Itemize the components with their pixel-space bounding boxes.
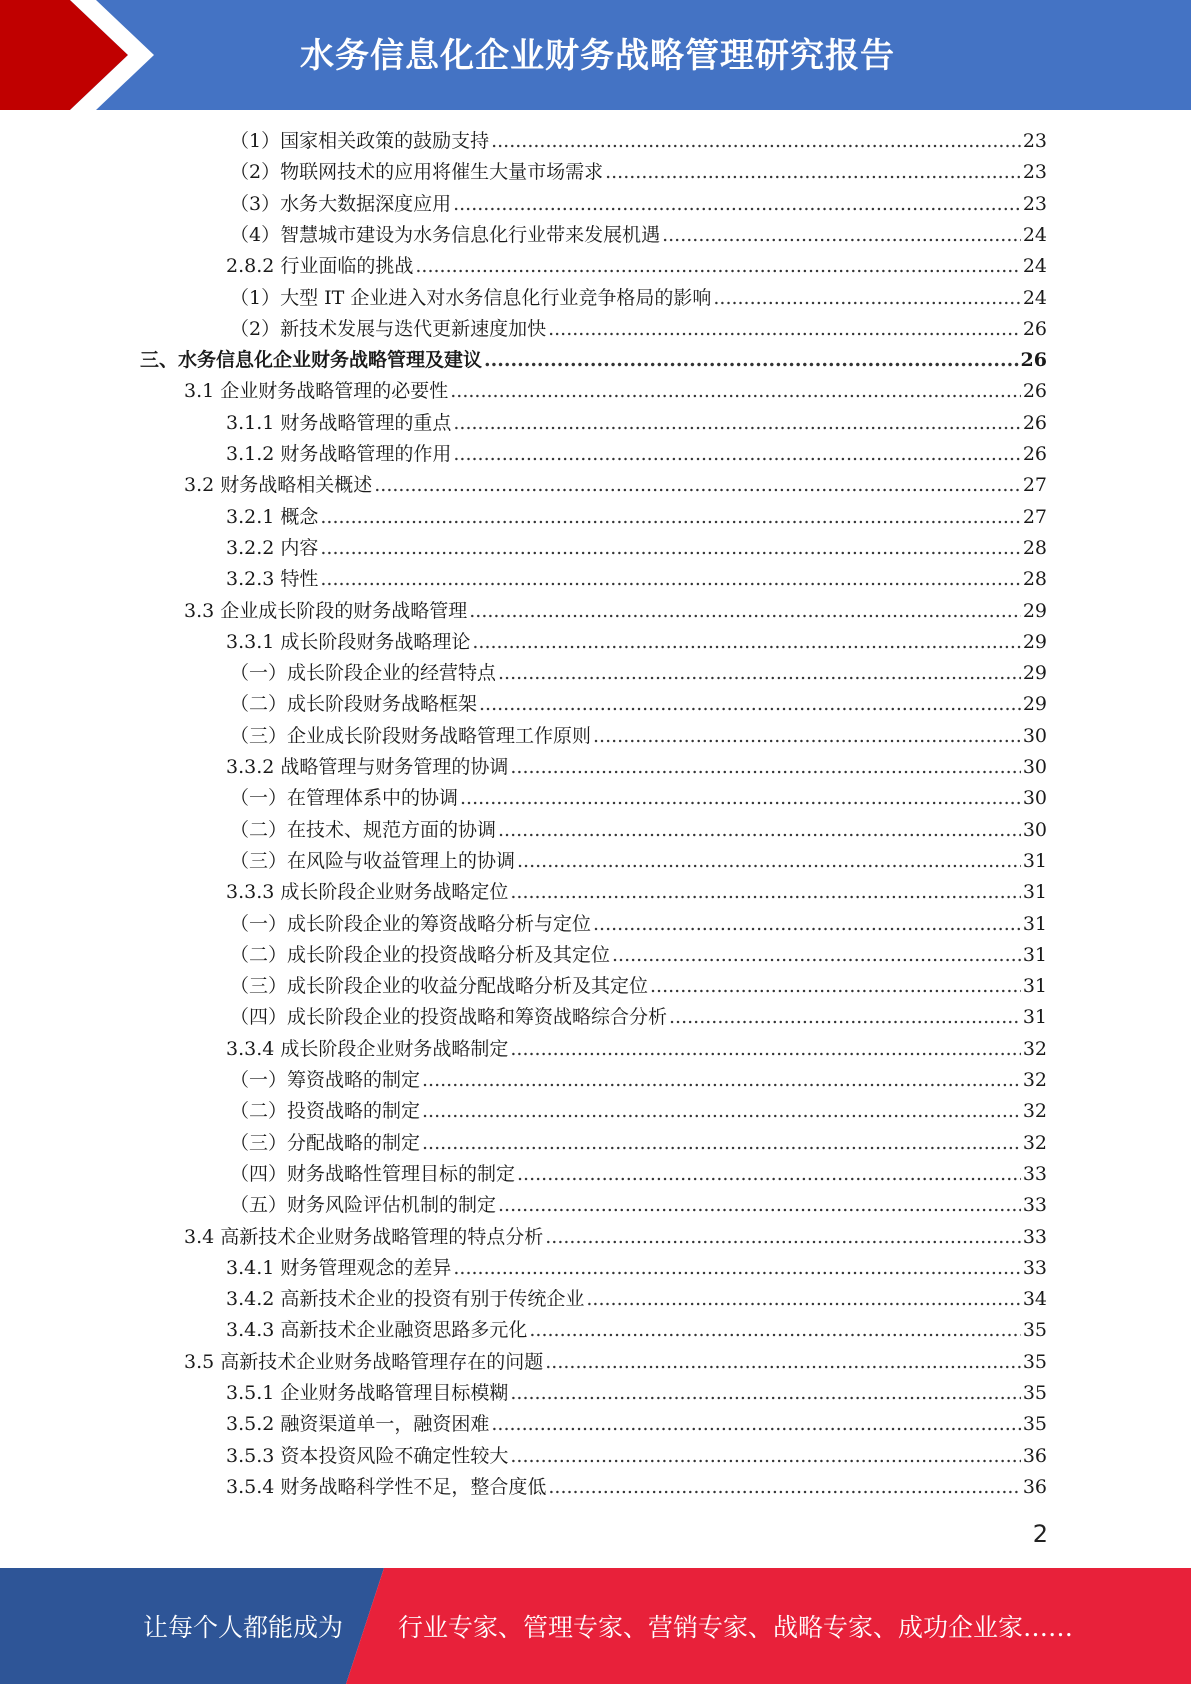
toc-entry[interactable] [230,158,1047,186]
toc-entry-label: 3.5 高新技术企业财务战略管理存在的问题 [184,1350,544,1373]
toc-leader-dots [498,1191,1021,1219]
toc-entry-label: （3）水务大数据深度应用 [230,192,452,215]
toc-entry-page: 30 [1022,756,1047,778]
page-footer [0,1568,1191,1684]
toc-entry-label: 3.4.1 财务管理观念的差异 [226,1256,452,1279]
toc-entry-label: 三、水务信息化企业财务战略管理及建议 [140,349,483,372]
toc-entry-page: 26 [1022,443,1047,465]
toc-entry[interactable] [226,1285,1047,1313]
toc-entry-label: 3.4.3 高新技术企业融资思路多元化 [226,1319,528,1342]
footer-slogan-left: 让每个人都能成为 [143,1613,344,1642]
toc-entry[interactable] [230,910,1047,938]
toc-entry-page: 33 [1022,1225,1047,1248]
header-title: 水务信息化企业财务战略管理研究报告 [300,36,895,76]
toc-entry[interactable] [226,409,1047,437]
toc-leader-dots [422,1066,1021,1094]
toc-entry-page: 26 [1022,317,1047,340]
toc-entry-page: 31 [1022,943,1047,966]
toc-entry-label: 3.1.2 财务战略管理的作用 [226,443,452,465]
toc-entry-page: 31 [1022,1006,1047,1029]
toc-entry[interactable] [226,1442,1047,1470]
toc-entry[interactable] [226,1410,1047,1438]
toc-leader-dots [472,628,1020,656]
toc-entry-label: （三）成长阶段企业的收益分配战略分析及其定位 [230,975,649,998]
toc-entry-page: 32 [1022,1069,1047,1091]
toc-entry-page: 33 [1022,1162,1047,1185]
toc-entry[interactable] [226,753,1047,781]
toc-leader-dots [593,722,1021,750]
toc-entry-page: 24 [1022,223,1047,246]
toc-entry-label: （五）财务风险评估机制的制定 [230,1194,497,1217]
toc-entry-label: （三）企业成长阶段财务战略管理工作原则 [230,724,592,747]
page-number: 2 [1032,1520,1048,1548]
toc-leader-dots [669,1003,1021,1031]
toc-entry-label: 3.3 企业成长阶段的财务战略管理 [184,599,468,622]
toc-entry-page: 24 [1022,286,1047,309]
toc-entry-page: 31 [1022,912,1047,935]
toc-entry-label: （二）在技术、规范方面的协调 [230,818,497,841]
toc-leader-dots [510,1442,1020,1470]
toc-entry-label: （2）物联网技术的应用将催生大量市场需求 [230,161,604,184]
toc-leader-dots [593,910,1021,938]
toc-leader-dots [453,190,1021,218]
footer-slogan-right: 行业专家、管理专家、营销专家、战略专家、成功企业家…… [398,1613,1074,1642]
toc-entry-label: （1）国家相关政策的鼓励支持 [230,130,490,152]
toc-leader-dots [491,127,1021,155]
toc-entry[interactable] [226,440,1047,468]
toc-entry[interactable] [230,190,1047,218]
toc-entry[interactable] [184,597,1047,625]
toc-leader-dots [320,503,1020,531]
toc-entry-label: 3.5.3 资本投资风险不确定性较大 [226,1444,509,1467]
toc-entry-label: 3.2.3 特性 [226,568,319,591]
toc-leader-dots [545,1348,1021,1376]
toc-leader-dots [422,1097,1021,1125]
toc-entry[interactable] [230,972,1047,1000]
toc-entry-label: （二）成长阶段财务战略框架 [230,693,478,716]
toc-entry[interactable] [226,252,1047,280]
toc-entry-page: 35 [1022,1413,1047,1436]
toc-entry-label: 3.5.4 财务战略科学性不足，整合度低 [226,1475,547,1498]
toc-entry[interactable] [226,1379,1047,1407]
toc-leader-dots [453,409,1020,437]
toc-entry-page: 29 [1022,662,1047,685]
toc-entry-label: 3.3.1 成长阶段财务战略理论 [226,630,471,653]
toc-leader-dots [479,690,1021,718]
toc-leader-dots [510,1379,1020,1407]
toc-entry-page: 33 [1022,1194,1047,1217]
toc-leader-dots [612,941,1021,969]
toc-entry-label: 3.2.1 概念 [226,505,319,528]
toc-entry-page: 33 [1022,1256,1047,1279]
toc-entry[interactable] [226,1035,1047,1063]
toc-entry-page: 26 [1020,349,1047,372]
toc-entry[interactable] [230,315,1047,343]
toc-entry-label: （四）财务战略性管理目标的制定 [230,1162,516,1185]
toc-entry-label: 3.3.4 成长阶段企业财务战略制定 [226,1037,509,1060]
toc-leader-dots [605,158,1021,186]
toc-entry-label: 3.1.1 财务战略管理的重点 [226,411,452,434]
toc-entry-page: 35 [1022,1350,1047,1373]
toc-leader-dots [517,1160,1021,1188]
toc-entry-page: 26 [1022,411,1047,434]
toc-entry[interactable] [184,1223,1047,1251]
toc-leader-dots [320,565,1020,593]
toc-entry-page: 30 [1022,818,1047,841]
toc-entry[interactable] [184,377,1047,405]
toc-entry-page: 26 [1022,380,1047,403]
toc-entry-label: 3.4 高新技术企业财务战略管理的特点分析 [184,1225,544,1248]
toc-entry[interactable] [230,784,1047,812]
toc-leader-dots [517,847,1021,875]
toc-entry-label: （4）智慧城市建设为水务信息化行业带来发展机遇 [230,223,661,246]
toc-entry[interactable] [230,127,1047,155]
toc-leader-dots [491,1410,1020,1438]
toc-entry[interactable] [226,628,1047,656]
toc-leader-dots [450,377,1021,405]
toc-leader-dots [453,440,1020,468]
toc-entry-page: 23 [1022,130,1047,152]
toc-entry[interactable] [230,1191,1047,1219]
toc-entry[interactable] [230,659,1047,687]
toc-entry-page: 29 [1022,693,1047,716]
toc-entry[interactable] [230,1066,1047,1094]
toc-leader-dots [510,1035,1020,1063]
toc-entry-page: 29 [1022,599,1047,622]
toc-leader-dots [662,221,1021,249]
toc-leader-dots [498,659,1021,687]
toc-leader-dots [510,878,1020,906]
toc-entry-label: （二）成长阶段企业的投资战略分析及其定位 [230,943,611,966]
toc-leader-dots [650,972,1021,1000]
toc-entry[interactable] [230,690,1047,718]
toc-entry-page: 31 [1022,881,1047,904]
toc-entry-page: 31 [1022,975,1047,998]
toc-entry[interactable] [184,471,1047,499]
toc-leader-dots [586,1285,1020,1313]
toc-leader-dots [529,1316,1020,1344]
toc-entry-page: 28 [1022,536,1047,559]
toc-entry-label: 3.4.2 高新技术企业的投资有别于传统企业 [226,1288,585,1311]
toc-entry[interactable] [230,1097,1047,1125]
toc-entry-label: 2.8.2 行业面临的挑战 [226,255,414,278]
toc-entry-label: 3.1 企业财务战略管理的必要性 [184,380,449,403]
toc-entry-page: 27 [1022,474,1047,497]
toc-leader-dots [548,1473,1020,1501]
toc-entry[interactable] [226,878,1047,906]
toc-entry-label: （四）成长阶段企业的投资战略和筹资战略综合分析 [230,1006,668,1029]
toc-entry[interactable] [226,1254,1047,1282]
toc-leader-dots [484,346,1019,374]
toc-entry-page: 29 [1022,630,1047,653]
toc-leader-dots [713,284,1020,312]
toc-leader-dots [415,252,1020,280]
toc-leader-dots [320,534,1020,562]
toc-entry-label: （三）在风险与收益管理上的协调 [230,849,516,872]
toc-entry-label: 3.5.2 融资渠道单一，融资困难 [226,1413,490,1436]
toc-entry-page: 35 [1022,1319,1047,1342]
toc-entry[interactable] [226,503,1047,531]
toc-leader-dots [460,784,1021,812]
toc-leader-dots [453,1254,1020,1282]
toc-leader-dots [374,471,1021,499]
toc-entry-label: （一）筹资战略的制定 [230,1069,421,1091]
toc-entry-page: 30 [1022,724,1047,747]
toc-entry[interactable] [230,941,1047,969]
toc-leader-dots [498,816,1021,844]
toc-entry-label: （三）分配战略的制定 [230,1131,421,1154]
toc-entry[interactable] [226,534,1047,562]
toc-entry-label: 3.3.2 战略管理与财务管理的协调 [226,756,509,778]
toc-leader-dots [548,315,1021,343]
toc-entry-label: 3.3.3 成长阶段企业财务战略定位 [226,881,509,904]
toc-entry[interactable] [230,1003,1047,1031]
toc-entry[interactable] [230,847,1047,875]
toc-entry[interactable] [230,722,1047,750]
toc-entry-page: 24 [1022,255,1047,278]
toc-entry-label: 3.5.1 企业财务战略管理目标模糊 [226,1382,509,1404]
toc-entry-page: 28 [1022,568,1047,591]
toc-entry[interactable] [226,565,1047,593]
toc-entry[interactable] [230,1160,1047,1188]
toc-entry[interactable] [230,816,1047,844]
toc-entry-page: 36 [1022,1475,1047,1498]
toc-entry-page: 27 [1022,505,1047,528]
toc-entry[interactable] [230,221,1047,249]
toc-entry[interactable] [184,1348,1047,1376]
toc-entry-page: 32 [1022,1037,1047,1060]
toc-entry-page: 36 [1022,1444,1047,1467]
toc-entry-label: 3.2.2 内容 [226,536,319,559]
toc-entry[interactable] [140,346,1047,374]
toc-entry-page: 30 [1022,787,1047,810]
toc-entry[interactable] [230,1129,1047,1157]
toc-entry-label: （一）成长阶段企业的经营特点 [230,662,497,685]
toc-entry[interactable] [226,1473,1047,1501]
toc-leader-dots [422,1129,1021,1157]
toc-entry-label: （2）新技术发展与迭代更新速度加快 [230,317,547,340]
toc-entry-page: 23 [1022,161,1047,184]
toc-entry-page: 34 [1022,1288,1047,1311]
toc-entry-page: 35 [1022,1382,1047,1404]
toc-entry-label: （一）在管理体系中的协调 [230,787,459,810]
toc-entry[interactable] [230,284,1047,312]
toc-entry-page: 32 [1022,1131,1047,1154]
toc-leader-dots [469,597,1021,625]
toc-entry-page: 23 [1022,192,1047,215]
toc-entry-label: 3.2 财务战略相关概述 [184,474,373,497]
page-header [0,0,1191,110]
toc-entry-label: （1）大型 IT 企业进入对水务信息化行业竞争格局的影响 [230,286,712,309]
toc-entry-page: 32 [1022,1100,1047,1123]
toc-entry-label: （二）投资战略的制定 [230,1100,421,1123]
toc-entry-page: 31 [1022,849,1047,872]
toc-leader-dots [510,753,1020,781]
toc-entry-label: （一）成长阶段企业的筹资战略分析与定位 [230,912,592,935]
toc-leader-dots [545,1223,1021,1251]
toc-entry[interactable] [226,1316,1047,1344]
